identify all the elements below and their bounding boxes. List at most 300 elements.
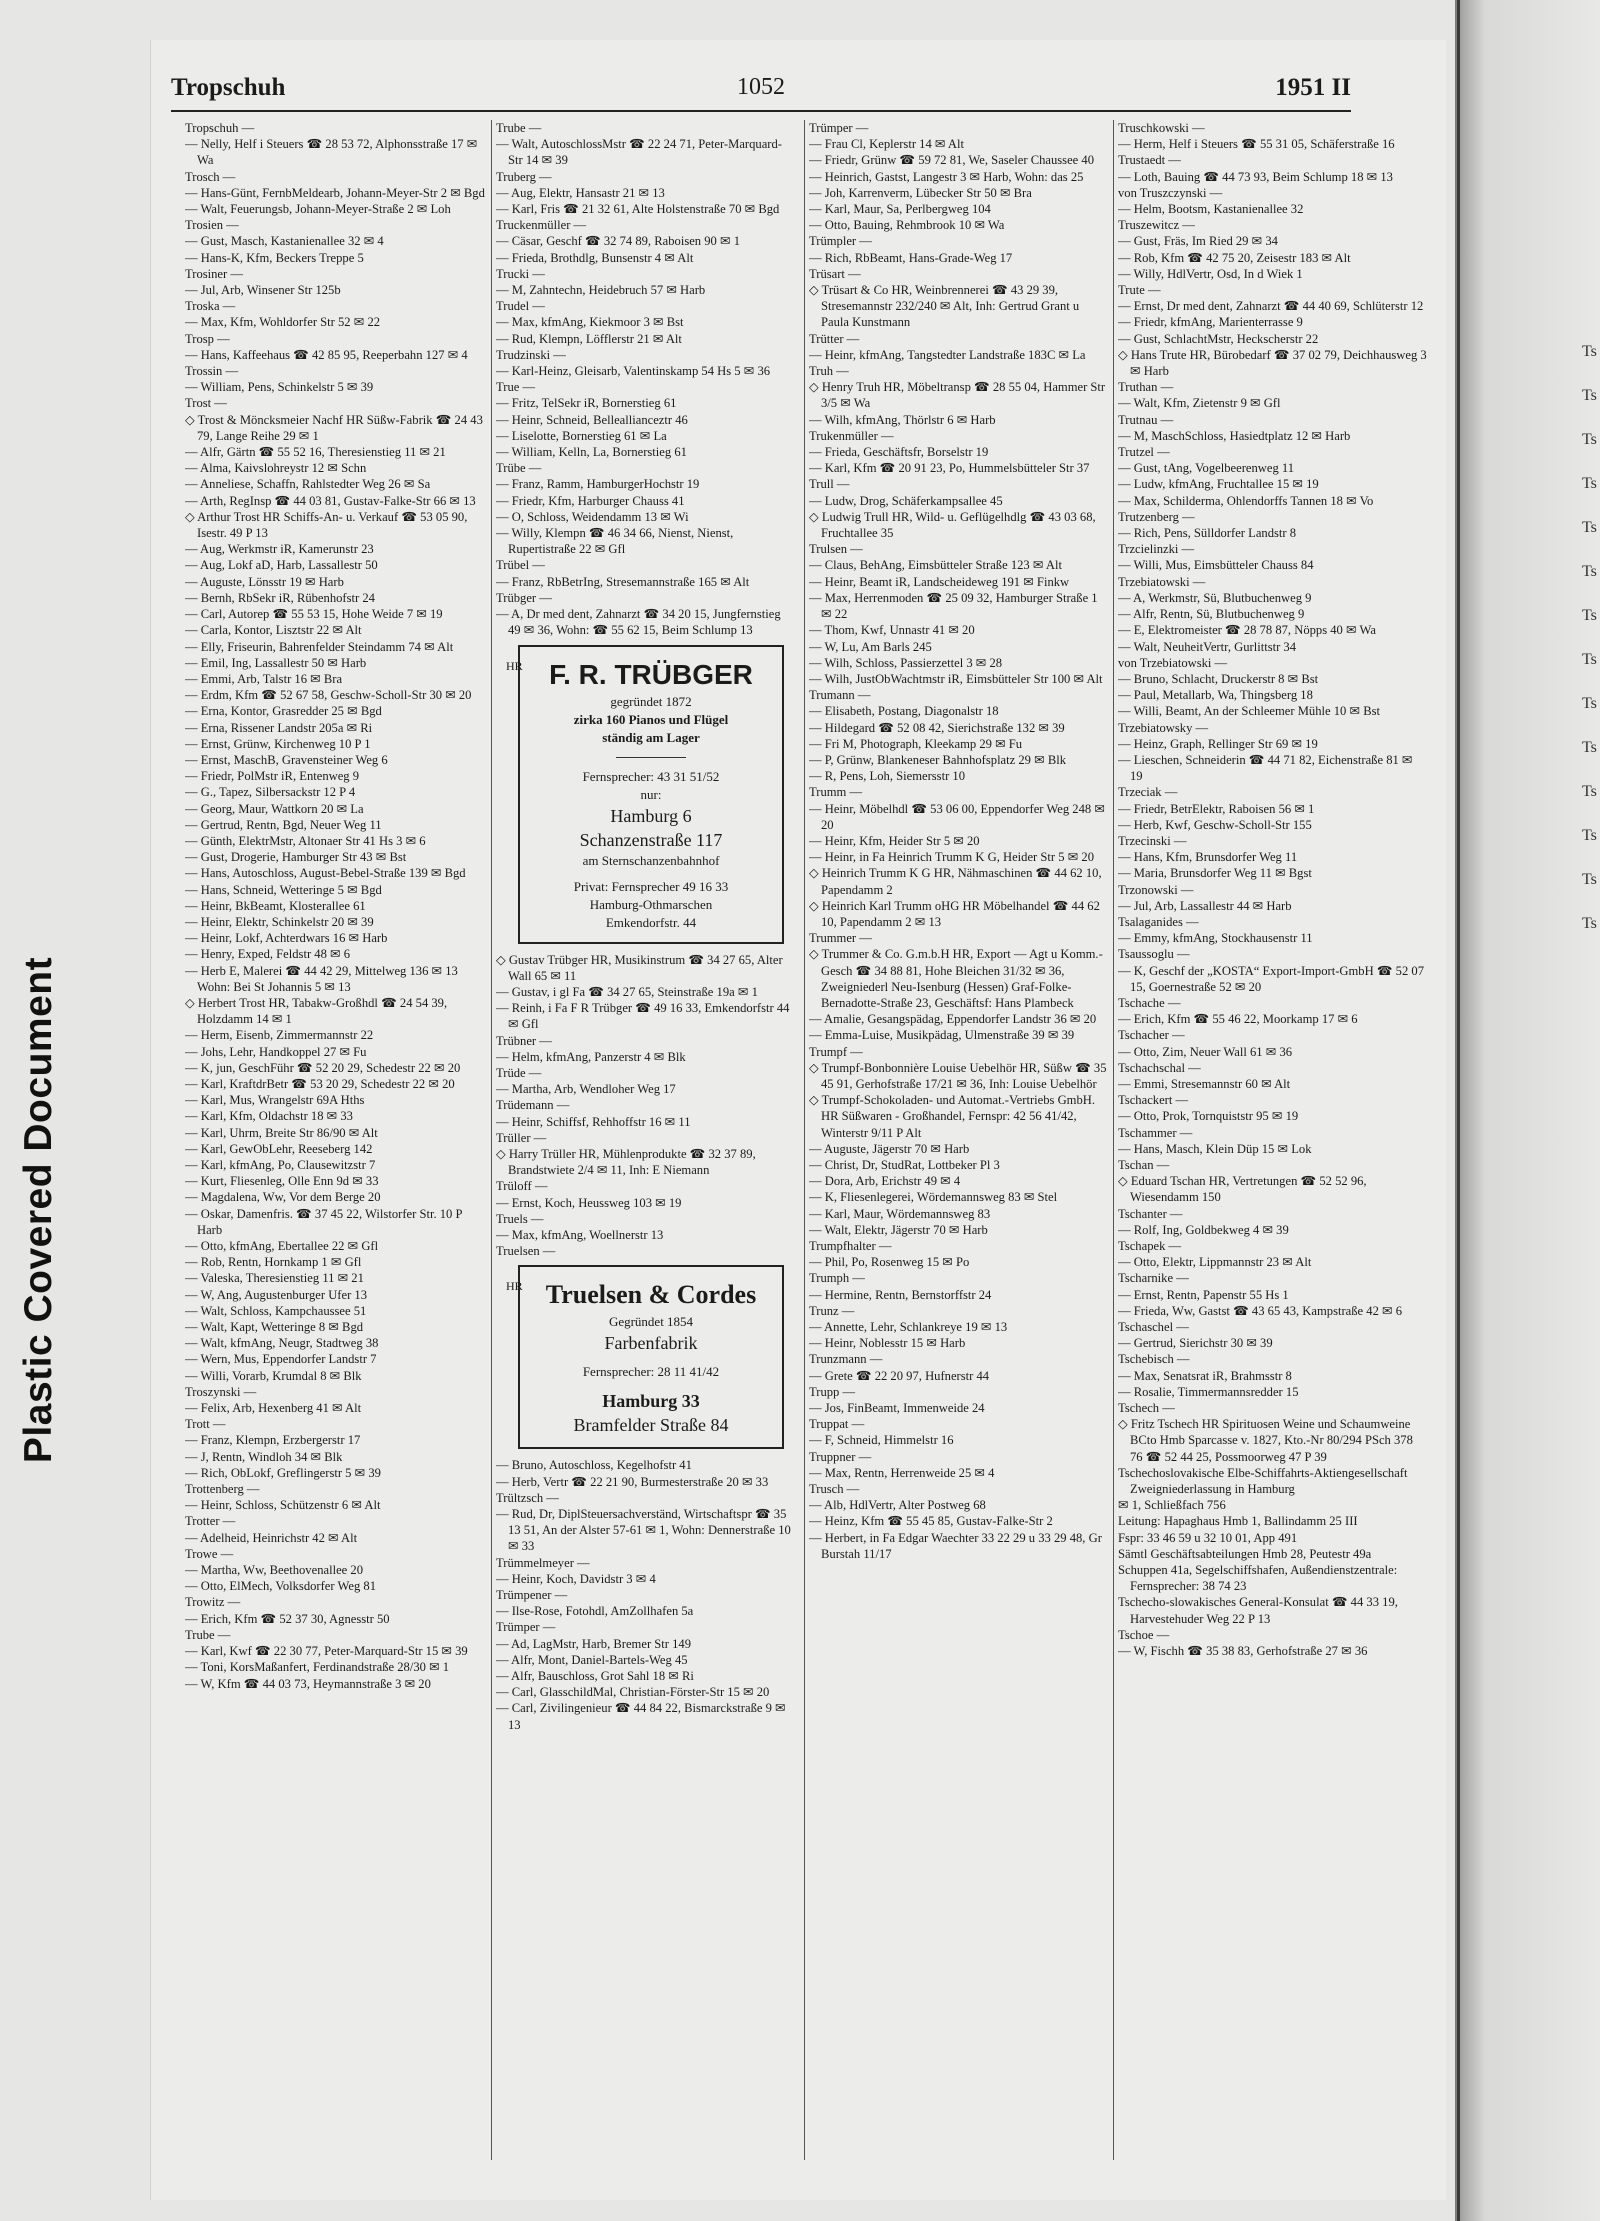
directory-entry: — Walt, AutoschlossMstr ☎ 22 24 71, Peter-Marquard-Str 14 ✉ 39 xyxy=(496,137,782,168)
directory-entry: — Aug, Werkmstr iR, Kamerunstr 23 xyxy=(185,542,374,557)
directory-entry: Trültzsch — xyxy=(496,1490,559,1505)
directory-entry: — Otto, Bauing, Rehmbrook 10 ✉ Wa xyxy=(809,218,1005,233)
directory-entry: Truthan — xyxy=(1118,380,1174,395)
column-2-middle xyxy=(496,952,796,1260)
directory-entry: — Heinr, Elektr, Schinkelstr 20 ✉ 39 xyxy=(185,914,374,929)
directory-entry: ◇ Trumpf-Bonbonnière Louise Uebelhör HR, Süßw ☎ 35 45 91, Gerhofstraße 17/21 ✉ 36, Inh: Louise Uebelhör xyxy=(809,1060,1107,1091)
directory-entry: — Rob, Rentn, Hornkamp 1 ✉ Gfl xyxy=(185,1255,362,1270)
directory-entry: — Franz, Ramm, HamburgerHochstr 19 xyxy=(496,477,700,492)
year-volume: 1951 II xyxy=(1275,74,1351,101)
directory-entry: — Georg, Maur, Wattkorn 20 ✉ La xyxy=(185,801,364,816)
directory-entry: — O, Schloss, Weidendamm 13 ✉ Wi xyxy=(496,509,689,524)
directory-entry: — Friedr, Grünw ☎ 59 72 81, We, Saseler Chaussee 40 xyxy=(809,153,1095,168)
directory-entry: — Elisabeth, Postang, Diagonalstr 18 xyxy=(809,704,999,719)
directory-entry: — Erich, Kfm ☎ 55 46 22, Moorkamp 17 ✉ 6 xyxy=(1118,1012,1358,1027)
directory-entry: Trowe — xyxy=(185,1546,234,1561)
directory-entry: Tschebisch — xyxy=(1118,1352,1190,1367)
directory-entry: — Ludw, Drog, Schäferkampsallee 45 xyxy=(809,493,1003,508)
directory-entry: — Otto, Prok, Tornquiststr 95 ✉ 19 xyxy=(1118,1109,1299,1124)
directory-entry: — Carla, Kontor, Lisztstr 22 ✉ Alt xyxy=(185,623,362,638)
directory-entry: Trudzinski — xyxy=(496,347,566,362)
directory-entry: Trube — xyxy=(496,121,542,135)
directory-entry: — Gust, Masch, Kastanienallee 32 ✉ 4 xyxy=(185,234,384,249)
edge-letter: Ts xyxy=(1582,519,1597,536)
binding-line xyxy=(1457,0,1460,2221)
directory-entry: — Emil, Ing, Lassallestr 50 ✉ Harb xyxy=(185,655,367,670)
directory-entry: Tschan — xyxy=(1118,1158,1170,1172)
directory-entry: ◇ Herbert Trost HR, Tabakw-Großhdl ☎ 24 54 39, Holzdamm 14 ✉ 1 xyxy=(185,995,448,1027)
directory-entry: — Friedr, PolMstr iR, Entenweg 9 xyxy=(185,769,360,784)
directory-entry: — Max, Rentn, Herrenweide 25 ✉ 4 xyxy=(809,1465,995,1480)
directory-entry: — Henry, Exped, Feldstr 48 ✉ 6 xyxy=(185,947,351,962)
directory-entry: — W, Kfm ☎ 44 03 73, Heymannstraße 3 ✉ 20 xyxy=(185,1676,431,1691)
directory-entry: Trzebiatowsky — xyxy=(1118,720,1209,735)
directory-entry: — Karl, Kfm, Oldachstr 18 ✉ 33 xyxy=(185,1109,353,1124)
directory-entry: — Heinr, Schloss, Schützenstr 6 ✉ Alt xyxy=(185,1498,381,1513)
directory-entry: Trosiner — xyxy=(185,266,243,281)
directory-entry: — Alb, HdlVertr, Alter Postweg 68 xyxy=(809,1498,986,1513)
plastic-cover-stamp xyxy=(4,930,74,1490)
directory-entry: Trustaedt — xyxy=(1118,153,1181,168)
directory-entry: Trümper — xyxy=(809,121,869,135)
directory-entry: — Frau Cl, Keplerstr 14 ✉ Alt xyxy=(809,137,965,152)
directory-entry: — Lieschen, Schneiderin ☎ 44 71 82, Eichenstraße 81 ✉ 19 xyxy=(1118,752,1413,784)
directory-entry: — Dora, Arb, Erichstr 49 ✉ 4 xyxy=(809,1174,961,1189)
ad-street: Bramfelder Straße 84 xyxy=(573,1415,729,1436)
directory-entry: — Otto, kfmAng, Ebertallee 22 ✉ Gfl xyxy=(185,1239,379,1254)
directory-entry: — Willy, Klempn ☎ 46 34 66, Nienst, Nienst, Rupertistraße 22 ✉ Gfl xyxy=(496,526,734,557)
directory-entry: — Heinr, Koch, Davidstr 3 ✉ 4 xyxy=(496,1571,656,1586)
ad-divider xyxy=(616,757,686,758)
directory-entry: — Karl, Uhrm, Breite Str 86/90 ✉ Alt xyxy=(185,1125,378,1140)
directory-entry: Trott — xyxy=(185,1417,226,1432)
column-1 xyxy=(185,120,485,2160)
directory-entry: — Heinr, Kfm, Heider Str 5 ✉ 20 xyxy=(809,833,980,848)
edge-letter: Ts xyxy=(1582,695,1597,712)
directory-entry: — Walt, Elektr, Jägerstr 70 ✉ Harb xyxy=(809,1222,988,1237)
edge-letter: Ts xyxy=(1582,739,1597,756)
directory-entry: — Frieda, Geschäftsfr, Borselstr 19 xyxy=(809,445,989,460)
directory-entry: — Joh, Karrenverm, Lübecker Str 50 ✉ Bra xyxy=(809,185,1032,200)
edge-letter: Ts xyxy=(1582,607,1597,624)
directory-entry: — Hans, Schneid, Wetteringe 5 ✉ Bgd xyxy=(185,882,382,897)
directory-entry: Trossin — xyxy=(185,364,239,379)
directory-entry: Trupp — xyxy=(809,1384,856,1399)
directory-entry: — Karl, KraftdrBetr ☎ 53 20 29, Schedestr 22 ✉ 20 xyxy=(185,1076,455,1091)
directory-entry: ◇ Hans Trute HR, Bürobedarf ☎ 37 02 79, Deichhausweg 3 ✉ Harb xyxy=(1118,347,1427,379)
directory-entry: Trümpener — xyxy=(496,1587,568,1602)
directory-entry: — Karl, Kwf ☎ 22 30 77, Peter-Marquard-Str 15 ✉ 39 xyxy=(185,1644,468,1659)
directory-entry: — Hans, Kfm, Brunsdorfer Weg 11 xyxy=(1118,850,1298,865)
directory-entry: — Ad, LagMstr, Harb, Bremer Str 149 xyxy=(496,1636,692,1651)
directory-entry: — Fritz, TelSekr iR, Bornerstieg 61 xyxy=(496,396,677,411)
directory-entry: — Friedr, BetrElektr, Raboisen 56 ✉ 1 xyxy=(1118,801,1315,816)
directory-entry: Trumm — xyxy=(809,785,863,800)
ad-private: Hamburg-Othmarschen xyxy=(589,896,713,912)
directory-entry: — Emmi, Stresemannstr 60 ✉ Alt xyxy=(1118,1076,1291,1091)
directory-entry: — Arth, RegInsp ☎ 44 03 81, Gustav-Falke-Str 66 ✉ 13 xyxy=(185,493,476,508)
directory-entry: Tschecho-slowakisches General-Konsulat ☎ 44 33 19, Harvestehuder Weg 22 P 13 xyxy=(1118,1595,1398,1626)
directory-entry: — Bruno, Autoschloss, Kegelhofstr 41 xyxy=(496,1458,692,1473)
directory-entry: Trümmelmeyer — xyxy=(496,1555,590,1570)
directory-entry: — Heinr, Schneid, Belleallianceztr 46 xyxy=(496,412,688,427)
directory-entry: — Rolf, Ing, Goldbekweg 4 ✉ 39 xyxy=(1118,1222,1289,1237)
directory-entry: — Friedr, Kfm, Harburger Chauss 41 xyxy=(496,493,685,508)
directory-entry: — Bruno, Schlacht, Druckerstr 8 ✉ Bst xyxy=(1118,671,1319,686)
directory-entry: — William, Kelln, La, Bornerstieg 61 xyxy=(496,445,687,460)
directory-entry: — Gust, Drogerie, Hamburger Str 43 ✉ Bst xyxy=(185,850,407,865)
directory-entry: ◇ Trumpf-Schokoladen- und Automat.-Vertriebs GmbH. HR Süßwaren - Großhandel, Fernspr: 42 56 41/42, Winterstr 9/11 P Alt xyxy=(809,1093,1096,1140)
directory-entry: — Aug, Lokf aD, Harb, Lassallestr 50 xyxy=(185,558,378,573)
directory-entry: — Nelly, Helf i Steuers ☎ 28 53 72, Alphonsstraße 17 ✉ Wa xyxy=(185,137,478,168)
ad-private: Emkendorfstr. 44 xyxy=(605,914,697,930)
ad-street: Schanzenstraße 117 xyxy=(579,829,723,850)
directory-entry: Trüller — xyxy=(496,1130,547,1145)
directory-entry: — Frieda, Brothdlg, Bunsenstr 4 ✉ Alt xyxy=(496,250,694,265)
column-3 xyxy=(809,120,1109,2160)
directory-entry: — Annette, Lehr, Schlankreye 19 ✉ 13 xyxy=(809,1320,1008,1335)
directory-entry: — Heinr, in Fa Heinrich Trumm K G, Heider Str 5 ✉ 20 xyxy=(809,850,1094,865)
directory-entry: — Alma, Kaivslohreystr 12 ✉ Schn xyxy=(185,461,367,476)
directory-entry: — Gust, tAng, Vogelbeerenweg 11 xyxy=(1118,461,1295,476)
directory-entry: — K, jun, GeschFühr ☎ 52 20 29, Schedestr 22 ✉ 20 xyxy=(185,1060,461,1075)
directory-entry: — Ernst, Dr med dent, Zahnarzt ☎ 44 40 69, Schlüterstr 12 xyxy=(1118,299,1424,314)
ad-private: Privat: Fernsprecher 49 16 33 xyxy=(573,878,729,894)
directory-entry: — Martha, Arb, Wendloher Weg 17 xyxy=(496,1082,676,1097)
directory-entry: Fspr: 33 46 59 u 32 10 01, App 491 xyxy=(1118,1530,1298,1545)
directory-entry: — Max, kfmAng, Woellnerstr 13 xyxy=(496,1227,664,1242)
directory-entry: ◇ Trost & Möncksmeier Nachf HR Süßw-Fabrik ☎ 24 43 79, Lange Reihe 29 ✉ 1 xyxy=(185,412,483,443)
directory-entry: — Ernst, MaschB, Gravensteiner Weg 6 xyxy=(185,752,388,767)
directory-entry: — Heinr, Möbelhdl ☎ 53 06 00, Eppendorfer Weg 248 ✉ 20 xyxy=(809,801,1105,832)
directory-entry: — Frieda, Ww, Gastst ☎ 43 65 43, Kampstraße 42 ✉ 6 xyxy=(1118,1303,1403,1318)
edge-letter: Ts xyxy=(1582,431,1597,448)
directory-entry: — A, Werkmstr, Sü, Blutbuchenweg 9 xyxy=(1118,590,1312,605)
directory-entry: Trübel — xyxy=(496,558,545,573)
directory-entry: Tschechoslovakische Elbe-Schiffahrts-Aktiengesellschaft Zweigniederlassung in Hamburg xyxy=(1118,1465,1408,1497)
directory-entry: ◇ Gustav Trübger HR, Musikinstrum ☎ 34 27 65, Alter Wall 65 ✉ 11 xyxy=(496,952,783,983)
directory-entry: — Grete ☎ 22 20 97, Hufnerstr 44 xyxy=(809,1368,990,1383)
directory-entry: ◇ Henry Truh HR, Möbeltransp ☎ 28 55 04, Hammer Str 3/5 ✉ Wa xyxy=(809,380,1106,411)
directory-entry: — Rich, ObLokf, Greflingerstr 5 ✉ 39 xyxy=(185,1465,381,1480)
directory-entry: — Rud, Klempn, Löfflerstr 21 ✉ Alt xyxy=(496,331,682,346)
directory-entry: — Max, Kfm, Wohldorfer Str 52 ✉ 22 xyxy=(185,315,381,330)
directory-entry: — Toni, KorsMaßanfert, Ferdinandstraße 28/30 ✉ 1 xyxy=(185,1660,450,1675)
ad-truebger xyxy=(506,645,784,944)
directory-entry: — M, Zahntechn, Heidebruch 57 ✉ Harb xyxy=(496,283,706,298)
ad-tag: HR xyxy=(506,658,523,673)
directory-entry: — Gustav, i gl Fa ☎ 34 27 65, Steinstraße 19a ✉ 1 xyxy=(496,984,758,999)
directory-entry: Tsaussoglu — xyxy=(1118,947,1190,962)
directory-entry: — Gust, Fräs, Im Ried 29 ✉ 34 xyxy=(1118,234,1278,249)
page-number: 1052 xyxy=(737,74,785,100)
directory-entry: Tschachschal — xyxy=(1118,1060,1201,1075)
directory-entry: — G., Tapez, Silbersackstr 12 P 4 xyxy=(185,785,356,800)
directory-entry: — Fri M, Photograph, Kleekamp 29 ✉ Fu xyxy=(809,736,1023,751)
directory-entry: Trulsen — xyxy=(809,542,863,557)
directory-entry: Trumph — xyxy=(809,1271,865,1286)
directory-entry: Trull — xyxy=(809,477,850,492)
directory-entry: — Karl, Kfm ☎ 20 91 23, Po, Hummelsbütteler Str 37 xyxy=(809,461,1090,476)
directory-entry: — Oskar, Damenfris. ☎ 37 45 22, Wilstorfer Str. 10 P Harb xyxy=(185,1206,463,1237)
directory-entry: Truberg — xyxy=(496,169,552,184)
edge-letter: Ts xyxy=(1582,871,1597,888)
directory-entry: — Wilh, Schloss, Passierzettel 3 ✉ 28 xyxy=(809,655,1003,670)
directory-entry: — Otto, ElMech, Volksdorfer Weg 81 xyxy=(185,1579,377,1594)
directory-entry: Truels — xyxy=(496,1211,544,1226)
directory-entry: Trukenmüller — xyxy=(809,428,894,443)
directory-entry: — Karl, Maur, Sa, Perlbergweg 104 xyxy=(809,202,991,217)
directory-entry: — Bernh, RbSekr iR, Rübenhofstr 24 xyxy=(185,590,375,605)
directory-page xyxy=(150,40,1446,2200)
directory-entry: Trost — xyxy=(185,396,227,411)
directory-entry: — Alfr, Mont, Daniel-Bartels-Weg 45 xyxy=(496,1652,688,1667)
directory-entry: — Walt, Kapt, Wetteringe 8 ✉ Bgd xyxy=(185,1320,364,1335)
directory-entry: — Herm, Eisenb, Zimmermannstr 22 xyxy=(185,1028,374,1043)
directory-entry: Trute — xyxy=(1118,283,1161,298)
directory-entry: — Herb, Vertr ☎ 22 21 90, Burmesterstraße 20 ✉ 33 xyxy=(496,1474,769,1489)
directory-entry: — Rud, Dr, DiplSteuersachverständ, Wirtschaftspr ☎ 35 13 51, An der Alster 57-61 ✉ 1, Wohn: Dennerstraße 10 ✉ 33 xyxy=(496,1506,791,1554)
directory-entry: — Hans, Autoschloss, August-Bebel-Straße 139 ✉ Bgd xyxy=(185,866,466,881)
directory-entry: Trummer — xyxy=(809,931,872,946)
directory-entry: — Max, Herrenmoden ☎ 25 09 32, Hamburger Straße 1 ✉ 22 xyxy=(809,590,1098,622)
edge-letter: Ts xyxy=(1582,651,1597,668)
directory-entry: — Walt, Feuerungsb, Johann-Meyer-Straße 2 ✉ Loh xyxy=(185,202,451,217)
directory-entry: — Carl, GlasschildMal, Christian-Förster-Str 15 ✉ 20 xyxy=(496,1685,770,1700)
ad-founded: gegründet 1872 xyxy=(610,693,692,709)
directory-entry: — Friedr, kfmAng, Marienterrasse 9 xyxy=(1118,315,1303,330)
directory-entry: — Kurt, Fliesenleg, Olle Enn 9d ✉ 33 xyxy=(185,1174,379,1189)
directory-entry: Trzeciak — xyxy=(1118,785,1178,800)
directory-entry: Tschackert — xyxy=(1118,1093,1189,1108)
edge-letter: Ts xyxy=(1582,475,1597,492)
directory-entry: — Heinr, BkBeamt, Klosterallee 61 xyxy=(185,898,366,913)
directory-entry: — Rich, RbBeamt, Hans-Grade-Weg 17 xyxy=(809,250,1013,265)
directory-entry: — Jos, FinBeamt, Immenweide 24 xyxy=(809,1401,985,1416)
directory-entry: Trunzmann — xyxy=(809,1352,883,1367)
directory-entry: — Emmy, kfmAng, Stockhausenstr 11 xyxy=(1118,931,1313,946)
directory-entry: Tschaschel — xyxy=(1118,1320,1189,1335)
edge-letter: Ts xyxy=(1582,783,1597,800)
directory-entry: — Johs, Lehr, Handkoppel 27 ✉ Fu xyxy=(185,1044,367,1059)
directory-entry: ◇ Trummer & Co. G.m.b.H HR, Export — Agt u Komm.-Gesch ☎ 34 88 81, Hohe Bleichen 31/32 ✉ 36, Zweigniederl Neu-Isenburg (Hessen) Graf-Folke-Bernadotte-Straße 23, Geschäftsf: Hans Plambeck xyxy=(809,947,1103,1010)
directory-entry: — Karl, Maur, Wördemannsweg 83 xyxy=(809,1206,991,1221)
column-2-top xyxy=(496,120,796,639)
directory-entry: — Hans-K, Kfm, Beckers Treppe 5 xyxy=(185,250,364,265)
directory-entry: — Willy, HdlVertr, Osd, In d Wiek 1 xyxy=(1118,266,1303,281)
directory-entry: — E, Elektromeister ☎ 28 78 87, Nöpps 40 ✉ Wa xyxy=(1118,623,1376,638)
directory-entry: — Günth, ElektrMstr, Altonaer Str 41 Hs 3 ✉ 6 xyxy=(185,833,426,848)
directory-entry: — Herm, Helf i Steuers ☎ 55 31 05, Schäferstraße 16 xyxy=(1118,137,1395,152)
directory-entry: Trümpler — xyxy=(809,234,872,249)
directory-entry: ◇ Heinrich Karl Trumm oHG HR Möbelhandel ☎ 44 62 10, Papendamm 2 ✉ 13 xyxy=(809,898,1100,929)
ad-phone: Fernsprecher: 43 31 51/52 xyxy=(582,768,720,784)
directory-entry: Trutnau — xyxy=(1118,412,1174,427)
directory-entry: — Ernst, Rentn, Papenstr 55 Hs 1 xyxy=(1118,1287,1289,1302)
edge-letter: Ts xyxy=(1582,915,1597,932)
directory-entry: — Karl, GewObLehr, Reeseberg 142 xyxy=(185,1141,373,1156)
directory-entry: — W, Lu, Am Barls 245 xyxy=(809,639,932,654)
directory-entry: — Adelheid, Heinrichstr 42 ✉ Alt xyxy=(185,1530,358,1545)
directory-entry: Tschapek — xyxy=(1118,1239,1182,1254)
directory-entry: — Valeska, Theresienstieg 11 ✉ 21 xyxy=(185,1271,364,1286)
directory-entry: — R, Pens, Loh, Siemersstr 10 xyxy=(809,769,966,784)
directory-entry: ◇ Trüsart & Co HR, Weinbrennerei ☎ 43 29 39, Stresemannstr 232/240 ✉ Alt, Inh: Gertrud Grant u Paula Kunstmann xyxy=(809,283,1080,330)
directory-entry: — William, Pens, Schinkelstr 5 ✉ 39 xyxy=(185,380,374,395)
directory-entry: Trüdemann — xyxy=(496,1098,570,1113)
directory-entry: — Aug, Elektr, Hansastr 21 ✉ 13 xyxy=(496,185,665,200)
directory-entry: — Erna, Kontor, Grasredder 25 ✉ Bgd xyxy=(185,704,382,719)
directory-entry: — Gertrud, Sierichstr 30 ✉ 39 xyxy=(1118,1336,1273,1351)
directory-entry: — Wern, Mus, Eppendorfer Landstr 7 xyxy=(185,1352,377,1367)
directory-entry: — Alfr, Rentn, Sü, Blutbuchenweg 9 xyxy=(1118,607,1305,622)
directory-entry: Tsalaganides — xyxy=(1118,914,1199,929)
directory-entry: — K, Fliesenlegerei, Wördemannsweg 83 ✉ Stel xyxy=(809,1190,1058,1205)
edge-letter: Ts xyxy=(1582,387,1597,404)
directory-entry: ◇ Ludwig Trull HR, Wild- u. Geflügelhdlg ☎ 43 03 68, Fruchtallee 35 xyxy=(809,509,1096,541)
directory-entry: Tschech — xyxy=(1118,1401,1175,1416)
directory-entry: — M, MaschSchloss, Hasiedtplatz 12 ✉ Harb xyxy=(1118,428,1351,443)
ad-city: Hamburg 6 xyxy=(610,805,692,826)
directory-entry: — W, Fischh ☎ 35 38 83, Gerhofstraße 27 ✉ 36 xyxy=(1118,1644,1368,1659)
ad-phone: Fernsprecher: 28 11 41/42 xyxy=(582,1364,720,1380)
directory-entry: — Helm, kfmAng, Panzerstr 4 ✉ Blk xyxy=(496,1049,686,1064)
ad-truelsen xyxy=(506,1265,784,1449)
directory-entry: Trosien — xyxy=(185,218,239,233)
column-rule xyxy=(804,120,805,2160)
directory-entry: Trowitz — xyxy=(185,1595,241,1610)
directory-entry: Trütter — xyxy=(809,331,860,346)
directory-entry: — Heinr, Beamt iR, Landscheideweg 191 ✉ Finkw xyxy=(809,574,1070,589)
directory-entry: Leitung: Hapaghaus Hmb 1, Ballindamm 25 III xyxy=(1118,1514,1358,1529)
directory-entry: — Herb E, Malerei ☎ 44 42 29, Mittelweg 136 ✉ 13 Wohn: Bei St Johannis 5 ✉ 13 xyxy=(185,963,458,994)
directory-entry: — Magdalena, Ww, Vor dem Berge 20 xyxy=(185,1190,381,1205)
stamp-text: Plastic Covered Document xyxy=(17,956,60,1464)
ad-near: am Sternschanzenbahnhof xyxy=(582,852,720,868)
directory-entry: — Alfr, Bauschloss, Grot Sahl 18 ✉ Ri xyxy=(496,1669,694,1683)
directory-entry: Trumpfhalter — xyxy=(809,1239,892,1254)
directory-entry: Trucki — xyxy=(496,266,545,281)
directory-entry: Tscharnike — xyxy=(1118,1271,1189,1286)
directory-entry: — Hans-Günt, FernbMeldearb, Johann-Meyer-Str 2 ✉ Bgd xyxy=(185,185,485,200)
directory-entry: Trutzel — xyxy=(1118,445,1170,460)
directory-entry: Truh — xyxy=(809,364,849,379)
directory-entry: Sämtl Geschäftsabteilungen Hmb 28, Peutestr 49a xyxy=(1118,1546,1372,1561)
directory-entry: Truszewitcz — xyxy=(1118,218,1195,233)
directory-entry: von Trzebiatowski — xyxy=(1118,655,1228,670)
directory-entry: — Max, Schilderma, Ohlendorffs Tannen 18 ✉ Vo xyxy=(1118,493,1374,508)
directory-entry: — Heinz, Kfm ☎ 55 45 85, Gustav-Falke-Str 2 xyxy=(809,1514,1053,1529)
directory-entry: — Emmi, Arb, Talstr 16 ✉ Bra xyxy=(185,671,343,686)
directory-entry: Truelsen — xyxy=(496,1244,556,1259)
directory-entry: Trumann — xyxy=(809,688,871,703)
directory-entry: — Ludw, kfmAng, Fruchtallee 15 ✉ 19 xyxy=(1118,477,1319,492)
directory-entry: ◇ Heinrich Trumm K G HR, Nähmaschinen ☎ 44 62 10, Papendamm 2 xyxy=(809,866,1102,897)
directory-entry: Trudel — xyxy=(496,299,545,314)
directory-entry: — Hermine, Rentn, Bernstorffstr 24 xyxy=(809,1287,992,1302)
directory-entry: Trzebiatowski — xyxy=(1118,574,1206,589)
directory-entry: — Carl, Autorep ☎ 55 53 15, Hohe Weide 7 ✉ 19 xyxy=(185,607,443,622)
directory-entry: ◇ Fritz Tschech HR Spirituosen Weine und Schaumweine BCto Hmb Sparcasse v. 1827, Kto.-Nr 80/294 PSch 378 76 ☎ 52 44 25, Possmoorweg 47 P 39 xyxy=(1118,1417,1413,1464)
directory-entry: Troszynski — xyxy=(185,1384,257,1399)
directory-entry: — Rosalie, Timmermannsredder 15 xyxy=(1118,1384,1299,1399)
column-2 xyxy=(496,120,796,2160)
directory-entry: True — xyxy=(496,380,536,395)
directory-entry: Trube — xyxy=(185,1627,231,1642)
edge-letter: Ts xyxy=(1582,827,1597,844)
directory-entry: — Max, Senatsrat iR, Brahmsstr 8 xyxy=(1118,1368,1292,1383)
directory-entry: Trutzenberg — xyxy=(1118,509,1195,524)
ad-founded: Gegründet 1854 xyxy=(608,1314,694,1330)
directory-entry: — Heinr, Schiffsf, Rehhoffstr 16 ✉ 11 xyxy=(496,1114,691,1129)
directory-entry: — A, Dr med dent, Zahnarzt ☎ 34 20 15, Jungfernstieg 49 ✉ 36, Wohn: ☎ 55 62 15, Beim Schlump 13 xyxy=(496,607,781,638)
directory-entry: — Auguste, Lönsstr 19 ✉ Harb xyxy=(185,574,344,589)
directory-entry: — Walt, Kfm, Zietenstr 9 ✉ Gfl xyxy=(1118,396,1281,411)
ad-business: Farbenfabrik xyxy=(604,1333,698,1354)
directory-entry: Trzonowski — xyxy=(1118,882,1194,897)
directory-entry: — Willi, Mus, Eimsbütteler Chauss 84 xyxy=(1118,558,1314,573)
directory-entry: Trusch — xyxy=(809,1482,860,1497)
ad-line: ständig am Lager xyxy=(602,729,700,745)
directory-entry: ✉ 1, Schließfach 756 xyxy=(1118,1498,1226,1513)
directory-entry: — Amalie, Gesangspädag, Eppendorfer Landstr 36 ✉ 20 xyxy=(809,1012,1097,1027)
directory-entry: — Wilh, kfmAng, Thörlstr 6 ✉ Harb xyxy=(809,412,996,427)
edge-letters xyxy=(1582,330,1600,946)
directory-entry: — K, Geschf der „KOSTA“ Export-Import-GmbH ☎ 52 07 15, Goernestraße 52 ✉ 20 xyxy=(1118,963,1425,994)
directory-entry: — Gertrud, Rentn, Bgd, Neuer Weg 11 xyxy=(185,817,382,832)
column-4 xyxy=(1118,120,1428,2160)
directory-entry: Tschacher — xyxy=(1118,1028,1185,1043)
directory-entry: — Franz, RbBetrIng, Stresemannstraße 165 ✉ Alt xyxy=(496,574,750,589)
directory-entry: — P, Grünw, Blankeneser Bahnhofsplatz 29 ✉ Blk xyxy=(809,752,1067,767)
directory-entry: — Herbert, in Fa Edgar Waechter 33 22 29 u 33 29 48, Gr Burstah 11/17 xyxy=(809,1530,1102,1561)
directory-entry: — Cäsar, Geschf ☎ 32 74 89, Raboisen 90 ✉ 1 xyxy=(496,234,740,249)
directory-entry: — W, Ang, Augustenburger Ufer 13 xyxy=(185,1287,368,1302)
directory-entry: Trüsart — xyxy=(809,266,861,281)
directory-entry: — Rich, Pens, Sülldorfer Landstr 8 xyxy=(1118,526,1297,541)
directory-entry: — Otto, Zim, Neuer Wall 61 ✉ 36 xyxy=(1118,1044,1293,1059)
directory-entry: Tropschuh — xyxy=(185,121,255,135)
directory-entry: — Hildegard ☎ 52 08 42, Sierichstraße 132 ✉ 39 xyxy=(809,720,1065,735)
directory-entry: — Max, kfmAng, Kiekmoor 3 ✉ Bst xyxy=(496,315,684,330)
directory-entry: — Karl, Mus, Wrangelstr 69A Hths xyxy=(185,1093,365,1108)
directory-entry: Tschanter — xyxy=(1118,1206,1183,1221)
directory-entry: — Erich, Kfm ☎ 52 37 30, Agnesstr 50 xyxy=(185,1611,390,1626)
column-rule xyxy=(1113,120,1114,2160)
directory-entry: — Erna, Rissener Landstr 205a ✉ Ri xyxy=(185,720,373,735)
directory-entry: — Herb, Kwf, Geschw-Scholl-Str 155 xyxy=(1118,817,1312,832)
directory-entry: — Elly, Friseurin, Bahrenfelder Steindamm 74 ✉ Alt xyxy=(185,639,454,654)
directory-entry: — Hans, Masch, Klein Düp 15 ✉ Lok xyxy=(1118,1141,1312,1156)
directory-entry: — Willi, Beamt, An der Schleemer Mühle 10 ✉ Bst xyxy=(1118,704,1381,719)
directory-entry: Tschoe — xyxy=(1118,1627,1170,1642)
directory-entry: — Paul, Metallarb, Wa, Thingsberg 18 xyxy=(1118,688,1313,703)
directory-entry: — Karl-Heinz, Gleisarb, Valentinskamp 54 Hs 5 ✉ 36 xyxy=(496,364,771,379)
directory-entry: — Walt, kfmAng, Neugr, Stadtweg 38 xyxy=(185,1336,379,1351)
directory-entry: Truppner — xyxy=(809,1449,872,1464)
directory-entry: — Franz, Klempn, Erzbergerstr 17 xyxy=(185,1433,361,1448)
directory-entry: — Ernst, Grünw, Kirchenweg 10 P 1 xyxy=(185,736,371,751)
directory-entry: Truckenmüller — xyxy=(496,218,587,233)
directory-entry: — Karl, kfmAng, Po, Clausewitzstr 7 xyxy=(185,1158,376,1172)
directory-entry: ◇ Eduard Tschan HR, Vertretungen ☎ 52 52 96, Wiesendamm 150 xyxy=(1118,1174,1367,1205)
directory-entry: — Jul, Arb, Lassallestr 44 ✉ Harb xyxy=(1118,898,1292,913)
directory-entry: Trübner — xyxy=(496,1033,552,1048)
directory-entry: Trumpf — xyxy=(809,1044,863,1059)
directory-entry: — Wilh, JustObWachtmstr iR, Eimsbütteler Str 100 ✉ Alt xyxy=(809,671,1103,686)
directory-entry: — Jul, Arb, Winsener Str 125b xyxy=(185,283,341,298)
directory-entry: von Truszczynski — xyxy=(1118,185,1223,200)
